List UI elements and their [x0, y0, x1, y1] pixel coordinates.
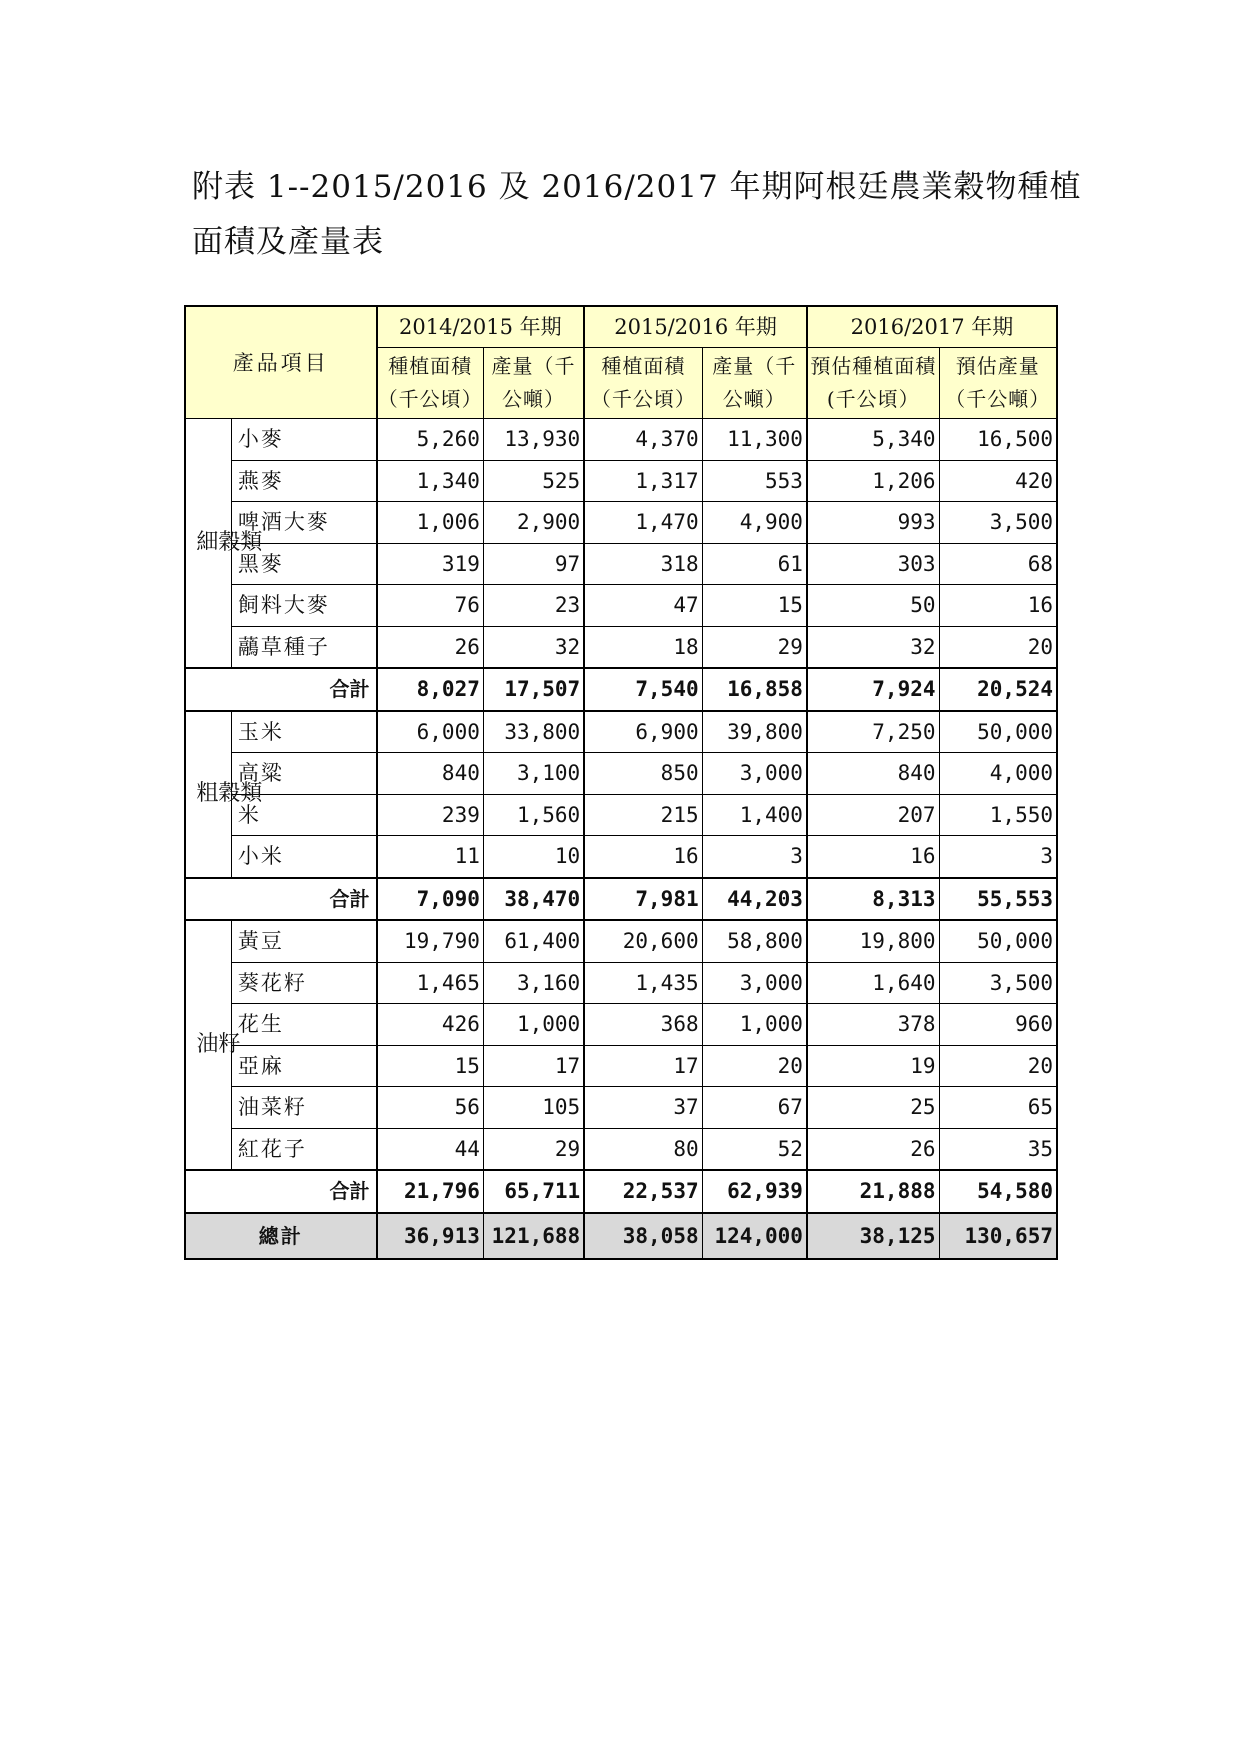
subtotal-value: 7,090: [377, 878, 484, 921]
value-cell: 17: [483, 1045, 584, 1087]
value-cell: 50,000: [939, 711, 1057, 753]
value-cell: 37: [584, 1087, 702, 1129]
value-cell: 368: [584, 1004, 702, 1046]
value-cell: 1,435: [584, 962, 702, 1004]
value-cell: 76: [377, 585, 484, 627]
column-header: 預估產量（千公噸）: [939, 348, 1057, 419]
subtotal-value: 21,796: [377, 1170, 484, 1213]
value-cell: 32: [483, 626, 584, 668]
column-header: 預估種植面積(千公頃）: [807, 348, 939, 419]
value-cell: 3: [702, 836, 807, 878]
table-row: [185, 502, 1057, 544]
item-name: 花生: [231, 1004, 376, 1046]
value-cell: 50,000: [939, 920, 1057, 962]
column-header: 產量（千公噸）: [483, 348, 584, 419]
value-cell: 318: [584, 543, 702, 585]
value-cell: 553: [702, 460, 807, 502]
item-name: 葵花籽: [231, 962, 376, 1004]
value-cell: 840: [377, 753, 484, 795]
value-cell: 18: [584, 626, 702, 668]
title-line-1: 附表 1--2015/2016 及 2016/2017 年期阿根廷農業穀物種植: [192, 169, 1082, 205]
value-cell: 11: [377, 836, 484, 878]
table-row: [185, 836, 1057, 878]
value-cell: 80: [584, 1128, 702, 1170]
value-cell: 39,800: [702, 711, 807, 753]
value-cell: 3,500: [939, 502, 1057, 544]
value-cell: 15: [702, 585, 807, 627]
value-cell: 19,790: [377, 920, 484, 962]
value-cell: 3,100: [483, 753, 584, 795]
value-cell: 29: [702, 626, 807, 668]
value-cell: 20: [939, 626, 1057, 668]
value-cell: 56: [377, 1087, 484, 1129]
table-row: [185, 711, 1057, 753]
value-cell: 840: [807, 753, 939, 795]
table-row: [185, 419, 1057, 461]
value-cell: 1,465: [377, 962, 484, 1004]
grand-total-value: 38,125: [807, 1213, 939, 1259]
value-cell: 33,800: [483, 711, 584, 753]
value-cell: 207: [807, 794, 939, 836]
subtotal-row: [185, 668, 1057, 711]
subtotal-value: 38,470: [483, 878, 584, 921]
value-cell: 16: [939, 585, 1057, 627]
value-cell: 3,000: [702, 962, 807, 1004]
value-cell: 4,000: [939, 753, 1057, 795]
value-cell: 525: [483, 460, 584, 502]
grand-total-label: 總計: [185, 1213, 377, 1259]
item-name: 亞麻: [231, 1045, 376, 1087]
value-cell: 1,006: [377, 502, 484, 544]
subtotal-value: 20,524: [939, 668, 1057, 711]
subtotal-value: 17,507: [483, 668, 584, 711]
item-name: 玉米: [231, 711, 376, 753]
item-name: 黃豆: [231, 920, 376, 962]
grand-total-value: 124,000: [702, 1213, 807, 1259]
value-cell: 20: [939, 1045, 1057, 1087]
grand-total-row: [185, 1213, 1057, 1259]
value-cell: 16,500: [939, 419, 1057, 461]
value-cell: 420: [939, 460, 1057, 502]
item-name: 米: [231, 794, 376, 836]
value-cell: 61,400: [483, 920, 584, 962]
value-cell: 378: [807, 1004, 939, 1046]
title-line-2: 面積及產量表: [192, 224, 384, 260]
item-name: 啤酒大麥: [231, 502, 376, 544]
value-cell: 10: [483, 836, 584, 878]
value-cell: 4,900: [702, 502, 807, 544]
item-name: 油菜籽: [231, 1087, 376, 1129]
header-row-periods: [185, 306, 1057, 348]
subtotal-value: 22,537: [584, 1170, 702, 1213]
value-cell: 6,900: [584, 711, 702, 753]
value-cell: 303: [807, 543, 939, 585]
value-cell: 26: [377, 626, 484, 668]
value-cell: 19: [807, 1045, 939, 1087]
value-cell: 960: [939, 1004, 1057, 1046]
value-cell: 850: [584, 753, 702, 795]
value-cell: 993: [807, 502, 939, 544]
subtotal-label: 合計: [185, 1170, 377, 1213]
column-header: 種植面積（千公頃）: [584, 348, 702, 419]
table-row: [185, 920, 1057, 962]
value-cell: 67: [702, 1087, 807, 1129]
subtotal-value: 7,540: [584, 668, 702, 711]
value-cell: 1,640: [807, 962, 939, 1004]
item-name: 紅花子: [231, 1128, 376, 1170]
value-cell: 319: [377, 543, 484, 585]
item-name: 燕麥: [231, 460, 376, 502]
value-cell: 97: [483, 543, 584, 585]
subtotal-label: 合計: [185, 668, 377, 711]
value-cell: 17: [584, 1045, 702, 1087]
table-row: [185, 1004, 1057, 1046]
value-cell: 32: [807, 626, 939, 668]
value-cell: 68: [939, 543, 1057, 585]
value-cell: 1,206: [807, 460, 939, 502]
table-row: [185, 460, 1057, 502]
value-cell: 1,340: [377, 460, 484, 502]
value-cell: 35: [939, 1128, 1057, 1170]
value-cell: 5,260: [377, 419, 484, 461]
value-cell: 239: [377, 794, 484, 836]
value-cell: 1,000: [702, 1004, 807, 1046]
item-name: 虉草種子: [231, 626, 376, 668]
value-cell: 29: [483, 1128, 584, 1170]
value-cell: 25: [807, 1087, 939, 1129]
value-cell: 7,250: [807, 711, 939, 753]
grain-table-body: [185, 306, 1057, 1259]
value-cell: 13,930: [483, 419, 584, 461]
category-label-text: 粗穀類: [196, 781, 263, 806]
grain-table: [184, 305, 1058, 1260]
subtotal-value: 7,924: [807, 668, 939, 711]
period-header: 2016/2017 年期: [807, 306, 1057, 348]
subtotal-value: 21,888: [807, 1170, 939, 1213]
item-name: 飼料大麥: [231, 585, 376, 627]
value-cell: 16: [807, 836, 939, 878]
value-cell: 3: [939, 836, 1057, 878]
value-cell: 1,550: [939, 794, 1057, 836]
subtotal-label: 合計: [185, 878, 377, 921]
value-cell: 426: [377, 1004, 484, 1046]
value-cell: 3,000: [702, 753, 807, 795]
value-cell: 52: [702, 1128, 807, 1170]
category-label: [185, 920, 241, 1170]
corner-header: 產品項目: [185, 306, 377, 419]
value-cell: 26: [807, 1128, 939, 1170]
value-cell: 23: [483, 585, 584, 627]
grand-total-value: 130,657: [939, 1213, 1057, 1259]
category-label-text: 細穀類: [196, 530, 263, 555]
period-header: 2014/2015 年期: [377, 306, 585, 348]
table-row: [185, 543, 1057, 585]
subtotal-row: [185, 1170, 1057, 1213]
item-name: 小米: [231, 836, 376, 878]
value-cell: 105: [483, 1087, 584, 1129]
value-cell: 1,000: [483, 1004, 584, 1046]
column-header: 產量（千公噸）: [702, 348, 807, 419]
subtotal-value: 44,203: [702, 878, 807, 921]
grand-total-value: 121,688: [483, 1213, 584, 1259]
subtotal-value: 55,553: [939, 878, 1057, 921]
table-row: [185, 753, 1057, 795]
value-cell: 11,300: [702, 419, 807, 461]
value-cell: 20,600: [584, 920, 702, 962]
table-row: [185, 1128, 1057, 1170]
value-cell: 58,800: [702, 920, 807, 962]
value-cell: 6,000: [377, 711, 484, 753]
value-cell: 65: [939, 1087, 1057, 1129]
item-name: 黑麥: [231, 543, 376, 585]
subtotal-value: 16,858: [702, 668, 807, 711]
grand-total-value: 36,913: [377, 1213, 484, 1259]
value-cell: 19,800: [807, 920, 939, 962]
value-cell: 4,370: [584, 419, 702, 461]
subtotal-value: 8,027: [377, 668, 484, 711]
period-header: 2015/2016 年期: [584, 306, 807, 348]
table-row: [185, 585, 1057, 627]
value-cell: 3,160: [483, 962, 584, 1004]
item-name: 高粱: [231, 753, 376, 795]
value-cell: 1,317: [584, 460, 702, 502]
column-header: 種植面積（千公頃）: [377, 348, 484, 419]
value-cell: 3,500: [939, 962, 1057, 1004]
table-row: [185, 1087, 1057, 1129]
value-cell: 1,400: [702, 794, 807, 836]
value-cell: 215: [584, 794, 702, 836]
subtotal-value: 8,313: [807, 878, 939, 921]
value-cell: 44: [377, 1128, 484, 1170]
table-row: [185, 1045, 1057, 1087]
subtotal-row: [185, 878, 1057, 921]
value-cell: 20: [702, 1045, 807, 1087]
value-cell: 1,560: [483, 794, 584, 836]
value-cell: 61: [702, 543, 807, 585]
value-cell: 2,900: [483, 502, 584, 544]
table-row: [185, 962, 1057, 1004]
grand-total-value: 38,058: [584, 1213, 702, 1259]
subtotal-value: 62,939: [702, 1170, 807, 1213]
value-cell: 1,470: [584, 502, 702, 544]
subtotal-value: 7,981: [584, 878, 702, 921]
value-cell: 16: [584, 836, 702, 878]
category-label-text: 油籽: [196, 1032, 241, 1057]
value-cell: 47: [584, 585, 702, 627]
value-cell: 15: [377, 1045, 484, 1087]
document-title: [192, 160, 1082, 270]
table-row: [185, 626, 1057, 668]
value-cell: 5,340: [807, 419, 939, 461]
table-row: [185, 794, 1057, 836]
item-name: 小麥: [231, 419, 376, 461]
subtotal-value: 65,711: [483, 1170, 584, 1213]
subtotal-value: 54,580: [939, 1170, 1057, 1213]
value-cell: 50: [807, 585, 939, 627]
